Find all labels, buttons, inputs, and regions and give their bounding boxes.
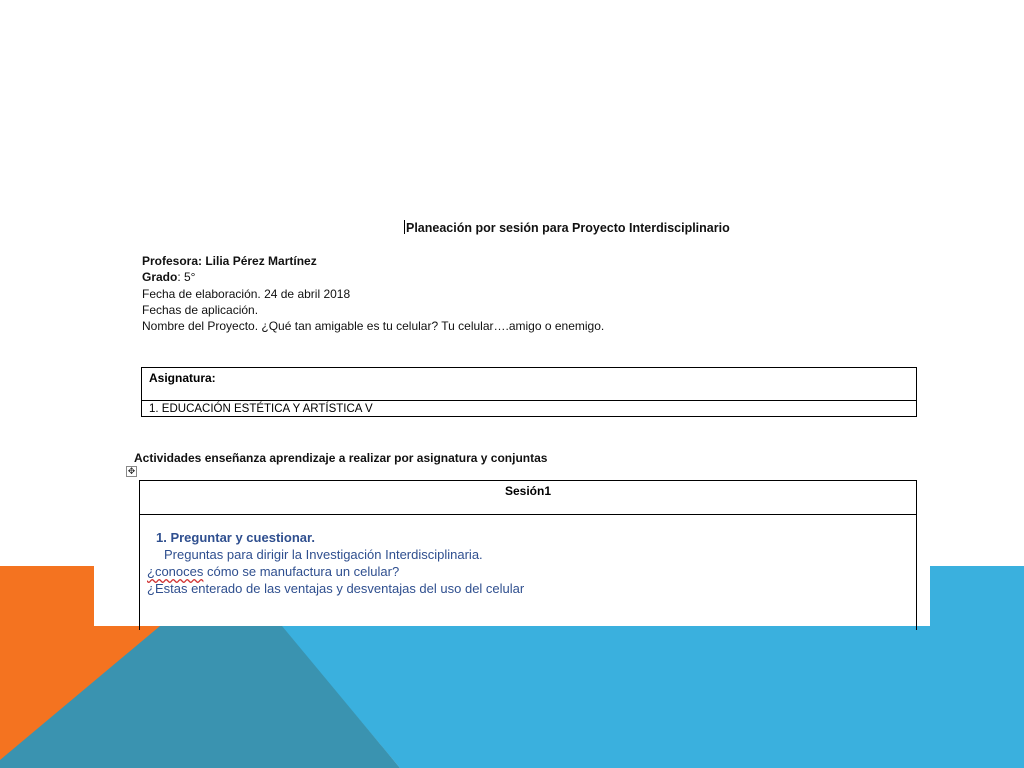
grade-line — [142, 270, 195, 284]
session-item-3-rest: cómo se manufactura un celular? — [203, 564, 400, 579]
session-item-2: Preguntas para dirigir la Investigación Interdisciplinaria. — [164, 547, 483, 562]
grade-value: : 5° — [177, 270, 196, 284]
text-cursor — [404, 220, 405, 234]
teacher-line: Profesora: Lilia Pérez Martínez — [142, 254, 317, 268]
session-item-1: 1. Preguntar y cuestionar. — [156, 530, 315, 545]
table-divider — [140, 514, 916, 515]
session-table-header: Sesión1 — [504, 484, 552, 498]
document-page — [94, 0, 930, 626]
application-dates: Fechas de aplicación. — [142, 303, 259, 317]
project-name: Nombre del Proyecto. ¿Qué tan amigable es tu celular? Tu celular….amigo o enemigo. — [142, 319, 605, 333]
table-divider — [142, 400, 916, 401]
spellcheck-word: ¿conoces — [147, 564, 204, 579]
table-move-handle-icon[interactable]: ✥ — [127, 466, 136, 476]
activities-heading: Actividades enseñanza aprendizaje a realizar por asignatura y conjuntas — [134, 451, 548, 465]
session-item-4: ¿Estas enterado de las ventajas y desventajas del uso del celular — [147, 581, 525, 596]
subject-table-row: 1. EDUCACIÓN ESTÉTICA Y ARTÍSTICA V — [149, 403, 373, 415]
session-item-3 — [147, 564, 399, 579]
document-title: Planeación por sesión para Proyecto Interdisciplinario — [406, 221, 730, 235]
subject-table-header: Asignatura: — [149, 371, 216, 385]
subject-table — [141, 367, 917, 417]
elaboration-date: Fecha de elaboración. 24 de abril 2018 — [142, 287, 351, 301]
grade-label: Grado — [142, 270, 178, 284]
